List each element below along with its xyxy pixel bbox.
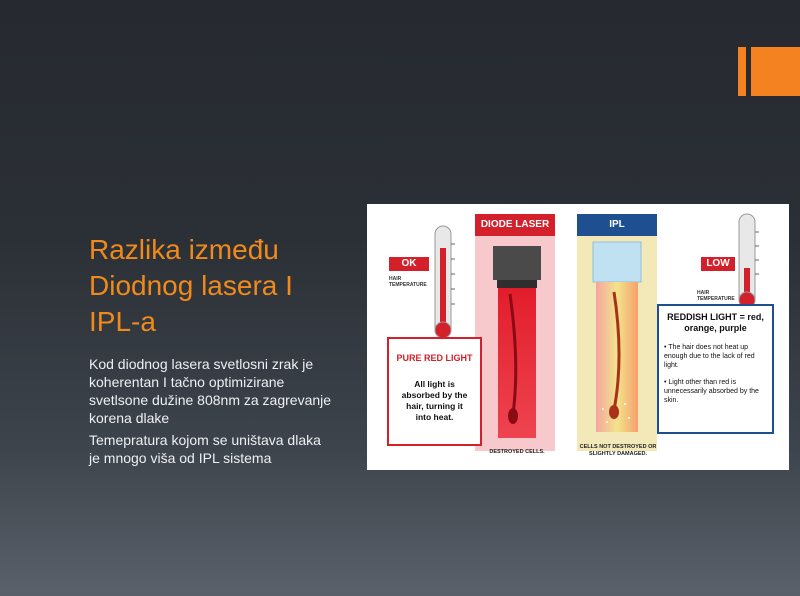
slide-body — [89, 355, 334, 471]
accent-block — [751, 47, 800, 96]
body-paragraph-1: Kod diodnog lasera svetlosni zrak je koherentan I tačno optimizirane svetlsone dužine 808nm za zagrevanje korena dlake — [89, 356, 332, 426]
body-paragraph-2: Temepratura kojom se uništava dlaka je mnogo viša od IPL sistema — [89, 432, 321, 466]
thermometer-ok-icon — [435, 226, 455, 338]
thermometer-low-icon — [739, 214, 759, 308]
reddish-light-title: REDDISH LIGHT = red, orange, purple — [667, 312, 764, 333]
reddish-point-2: • Light other than red is unnecessarily absorbed by the skin. — [664, 379, 759, 404]
ipl-panel — [577, 236, 657, 451]
diode-laser-header: DIODE LASER — [475, 214, 555, 236]
ok-badge: OK — [389, 257, 429, 271]
accent-bar — [738, 47, 746, 96]
reddish-light-box — [657, 304, 774, 434]
low-badge: LOW — [701, 257, 735, 271]
reddish-point-1: • The hair does not heat up enough due to the lack of red light. — [664, 344, 755, 369]
ipl-caption: CELLS NOT DESTROYED OR SLIGHTLY DAMAGED. — [579, 444, 657, 457]
diode-caption: DESTROYED CELLS. — [489, 449, 545, 455]
pure-red-light-box — [387, 337, 482, 446]
diode-vs-ipl-figure — [367, 204, 789, 470]
pure-red-light-title: PURE RED LIGHT — [396, 353, 473, 363]
diode-panel — [475, 236, 555, 451]
ipl-header: IPL — [577, 214, 657, 236]
pure-red-light-text: All light is absorbed by the hair, turning it into heat. — [401, 379, 468, 422]
hair-temperature-label-right: HAIR TEMPERATURE — [697, 290, 735, 302]
hair-temperature-label-left: HAIR TEMPERATURE — [389, 276, 427, 288]
slide-title: Razlika između Diodnog lasera I IPL-a — [89, 234, 293, 337]
